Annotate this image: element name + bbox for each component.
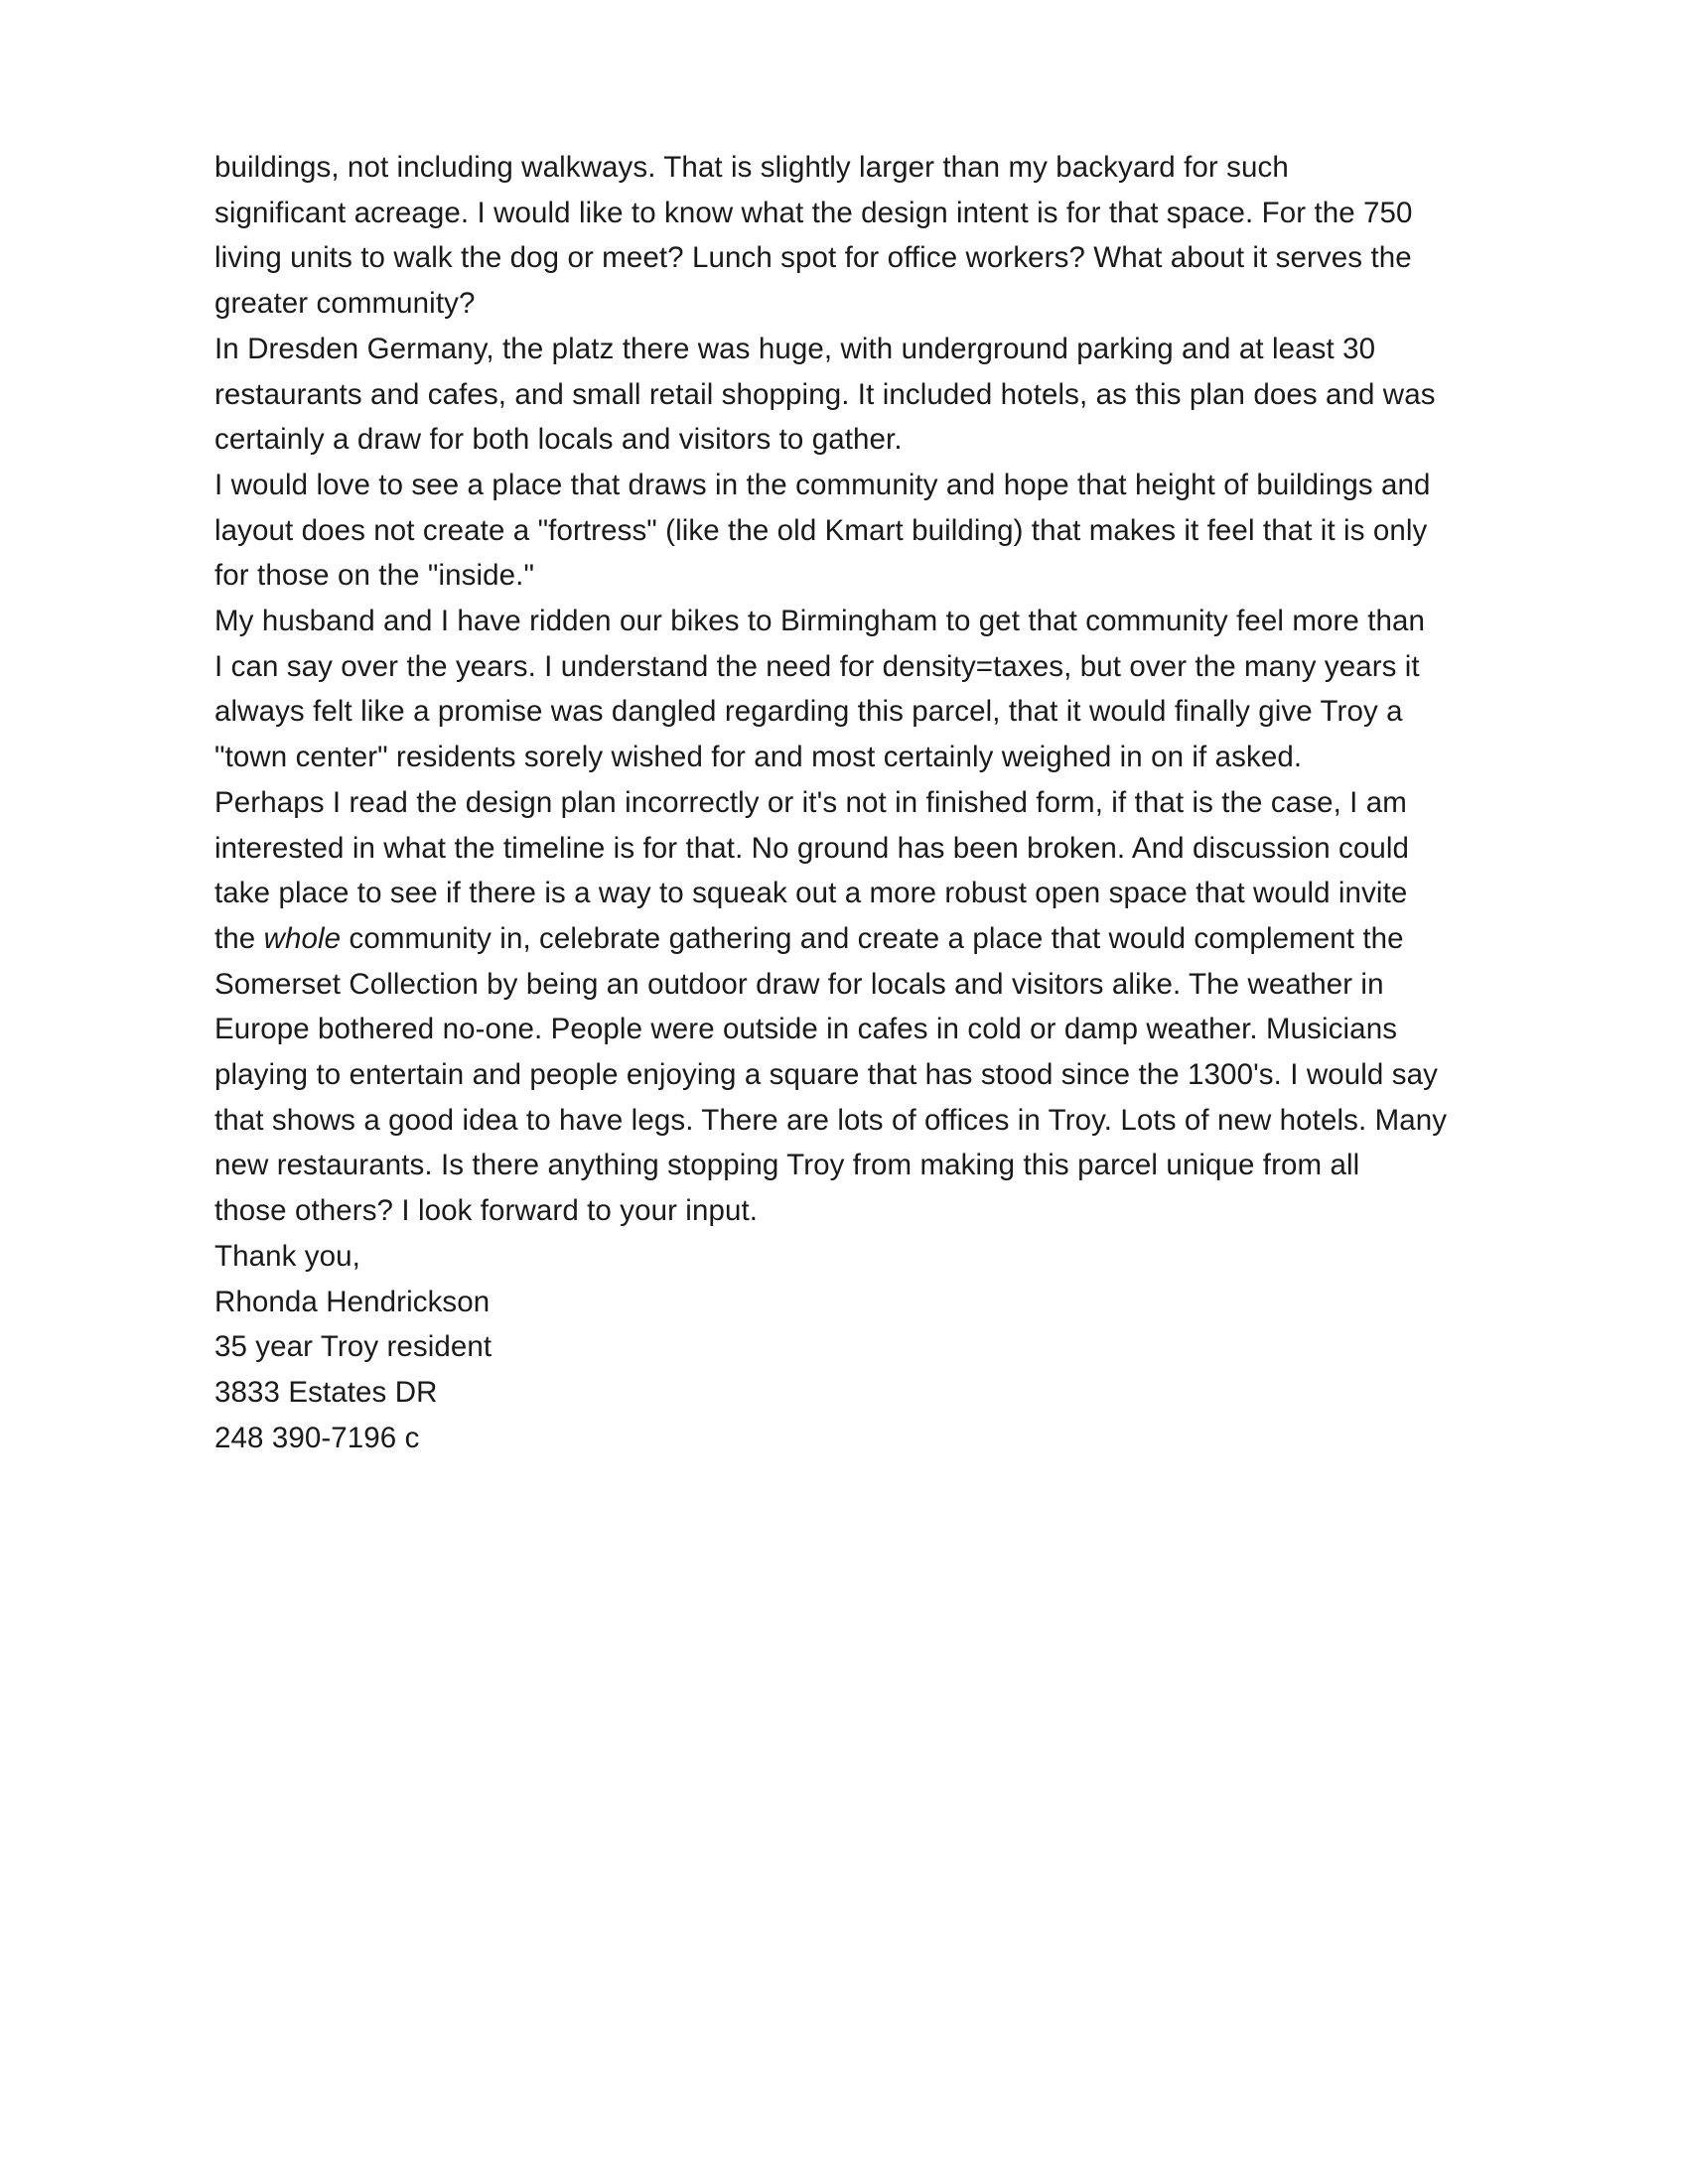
- text-line: that shows a good idea to have legs. There are lots of offices in Troy. Lots of new hotels. Many: [214, 1103, 1448, 1137]
- residency-note: 35 year Troy resident: [214, 1330, 492, 1364]
- text-fragment: community in, celebrate gathering and create a place that would complement the: [341, 921, 1404, 955]
- text-fragment: the: [214, 921, 264, 955]
- letter-closing: [214, 1234, 1485, 1461]
- text-line: Europe bothered no-one. People were outside in cafes in cold or damp weather. Musicians: [214, 1013, 1398, 1046]
- letter-body: [214, 145, 1485, 1460]
- text-line: playing to entertain and people enjoying a square that has stood since the 1300's. I would say: [214, 1058, 1438, 1092]
- text-line: living units to walk the dog or meet? Lunch spot for office workers? What about it serves the: [214, 241, 1412, 275]
- text-line: take place to see if there is a way to squeak out a more robust open space that would invite: [214, 877, 1408, 910]
- text-line: greater community?: [214, 287, 476, 321]
- text-line: "town center" residents sorely wished for and most certainly weighed in on if asked.: [214, 741, 1303, 774]
- text-line: those others? I look forward to your input.: [214, 1194, 759, 1228]
- paragraph-dresden: [214, 327, 1485, 463]
- text-line: In Dresden Germany, the platz there was huge, with underground parking and at least 30: [214, 332, 1376, 365]
- paragraph-design-plan: [214, 780, 1485, 1234]
- text-line: I can say over the years. I understand the need for density=taxes, but over the many years it: [214, 649, 1420, 683]
- street-address: 3833 Estates DR: [214, 1375, 438, 1409]
- text-line-with-emphasis: [214, 916, 1485, 962]
- text-line: layout does not create a "fortress" (like the old Kmart building) that makes it feel that it is only: [214, 513, 1428, 547]
- text-line: buildings, not including walkways. That is slightly larger than my backyard for such: [214, 151, 1289, 184]
- text-line: Perhaps I read the design plan incorrectly or it's not in finished form, if that is the case, I am: [214, 785, 1407, 819]
- text-line: always felt like a promise was dangled regarding this parcel, that it would finally give Troy a: [214, 695, 1403, 729]
- text-line: new restaurants. Is there anything stopping Troy from making this parcel unique from all: [214, 1149, 1360, 1182]
- phone-number: 248 390-7196 c: [214, 1421, 420, 1454]
- salutation: Thank you,: [214, 1239, 360, 1273]
- signature-name: Rhonda Hendrickson: [214, 1285, 491, 1318]
- text-line: My husband and I have ridden our bikes to Birmingham to get that community feel more than: [214, 605, 1426, 638]
- emphasized-word: whole: [263, 921, 342, 955]
- text-line: I would love to see a place that draws in the community and hope that height of buildings and: [214, 468, 1431, 501]
- text-line: significant acreage. I would like to know what the design intent is for that space. For the 750: [214, 196, 1413, 229]
- paragraph-birmingham: [214, 599, 1485, 780]
- text-line: for those on the "inside.": [214, 559, 535, 593]
- text-line: restaurants and cafes, and small retail shopping. It included hotels, as this plan does and was: [214, 377, 1436, 411]
- text-line: interested in what the timeline is for that. No ground has been broken. And discussion could: [214, 831, 1410, 865]
- text-line: Somerset Collection by being an outdoor draw for locals and visitors alike. The weather in: [214, 967, 1384, 1001]
- text-line: certainly a draw for both locals and visitors to gather.: [214, 423, 903, 457]
- paragraph-fortress: [214, 463, 1485, 599]
- paragraph-open-space: [214, 145, 1485, 327]
